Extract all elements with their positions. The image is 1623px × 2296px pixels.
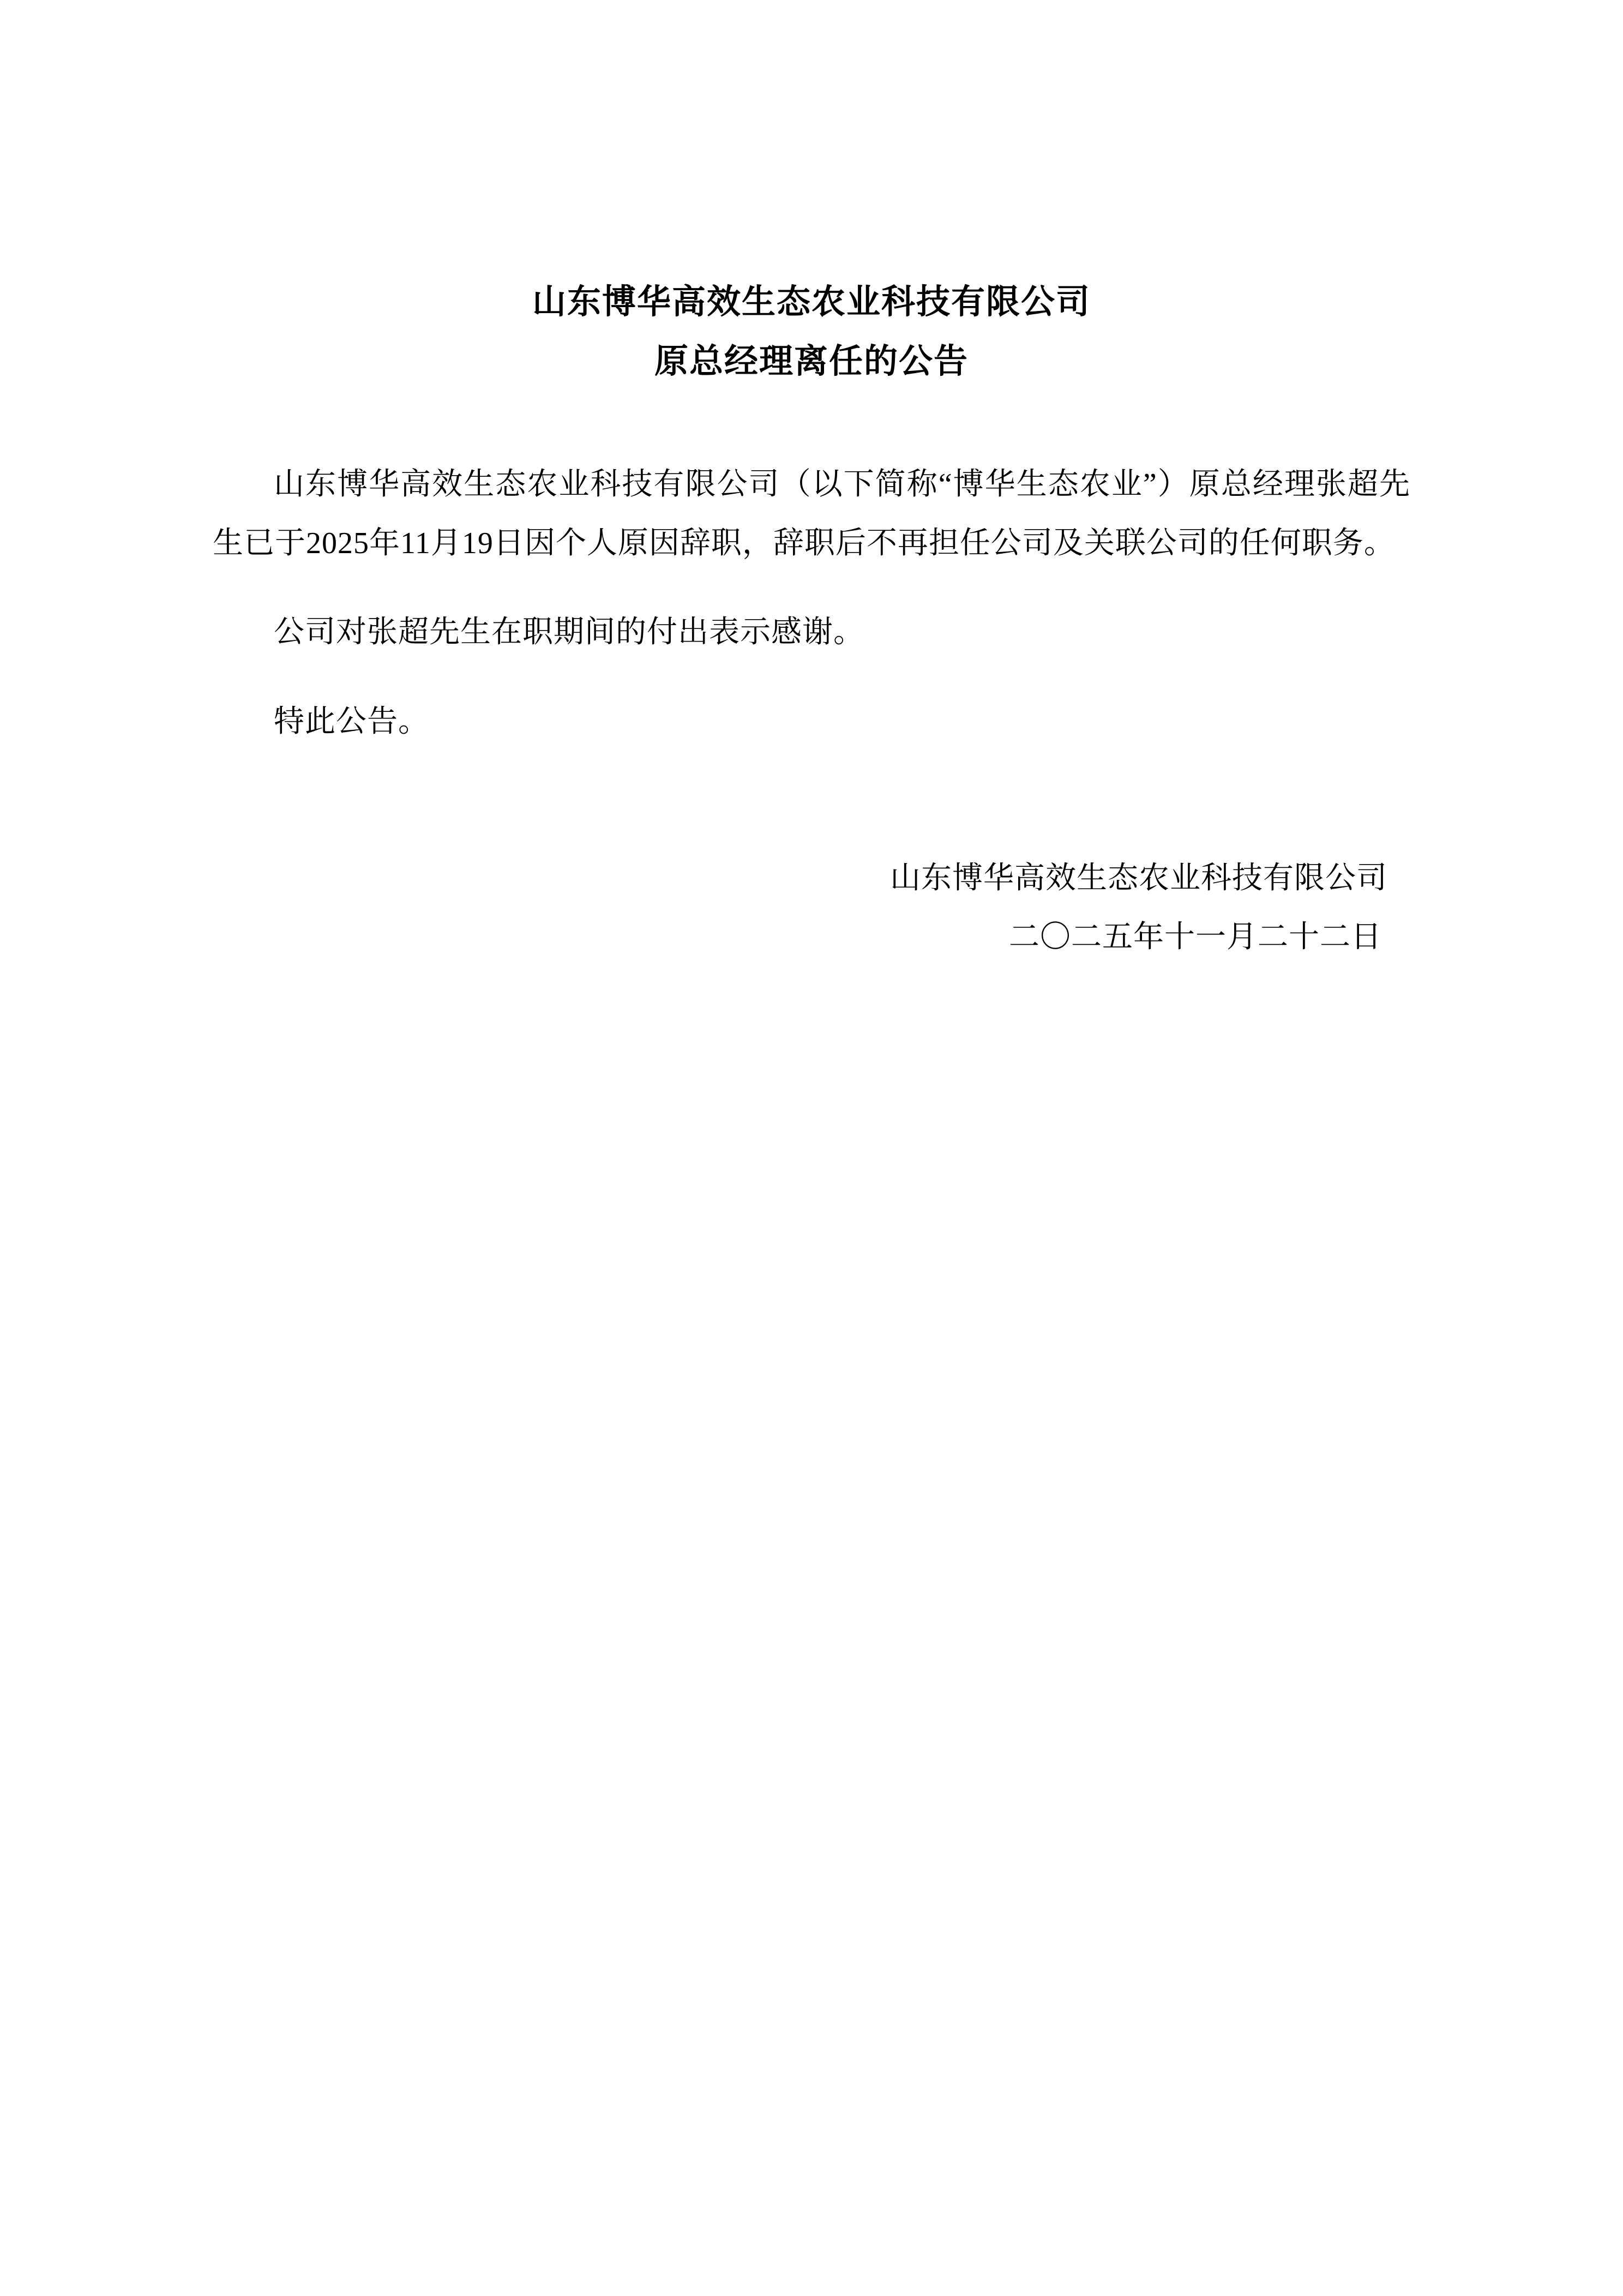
signature-block [213, 849, 1410, 967]
paragraph-3: 特此公告。 [274, 704, 429, 739]
page-title [213, 273, 1410, 391]
title-line-1: 山东博华高效生态农业科技有限公司 [532, 284, 1091, 321]
paragraph-1: 山东博华高效生态农业科技有限公司（以下简称“博华生态农业”）原总经理张超先生已于2025年11月19日因个人原因辞职，辞职后不再担任公司及关联公司的任何职务。 [213, 467, 1410, 560]
signature-company: 山东博华高效生态农业科技有限公司 [890, 861, 1387, 896]
title-line-2: 原总经理离任的公告 [654, 343, 969, 380]
signature-date: 二〇二五年十一月二十二日 [1009, 920, 1382, 954]
paragraph-2: 公司对张超先生在职期间的付出表示感谢。 [274, 615, 864, 650]
document-body [213, 455, 1410, 751]
